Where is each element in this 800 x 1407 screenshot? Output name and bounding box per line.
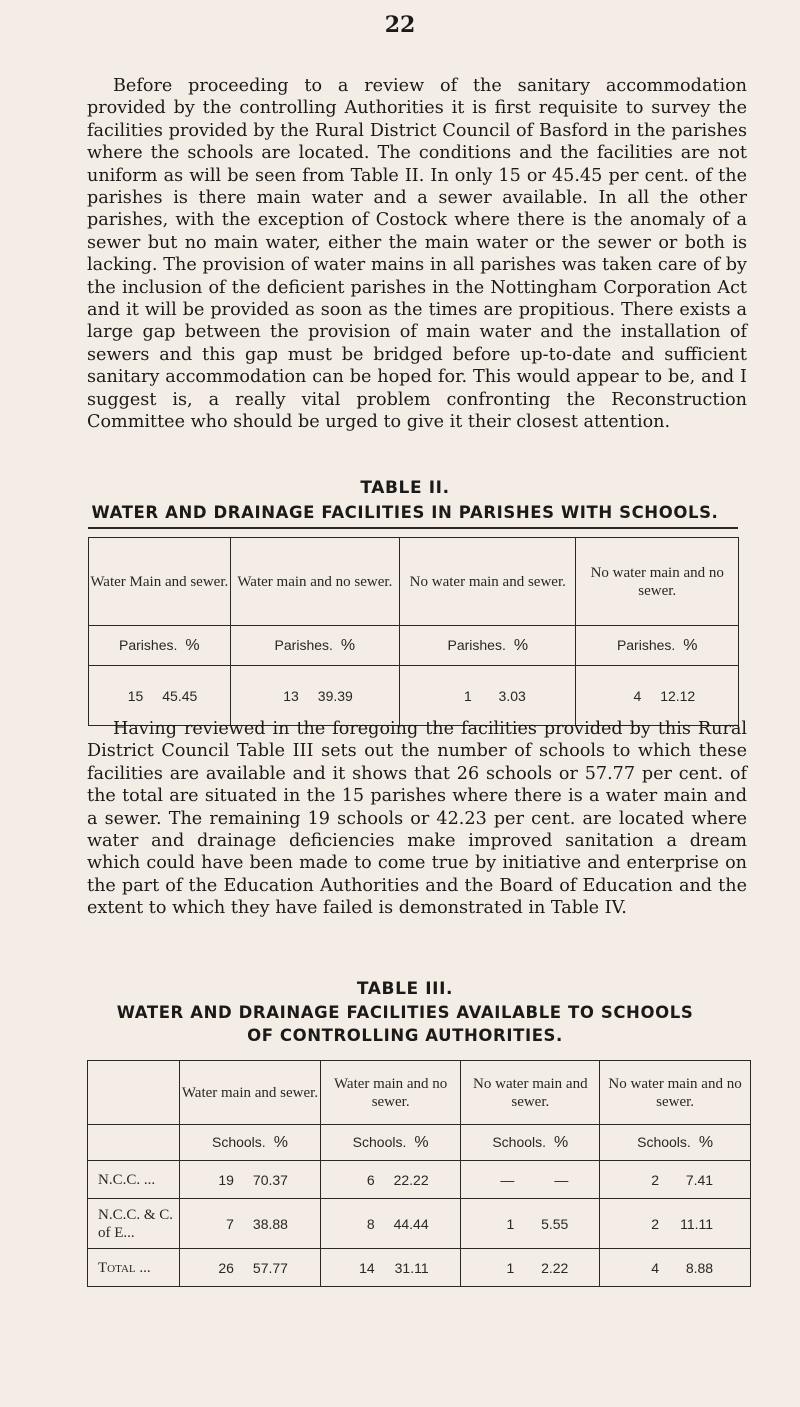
table2-rule	[88, 527, 738, 529]
table2-cell: 13 39.39	[230, 666, 399, 726]
table3	[87, 1060, 751, 1287]
table2-label: TABLE II.	[360, 478, 450, 498]
table3-row-label: N.C.C. & C. of E...	[88, 1199, 180, 1249]
table3-header-4: No water main and no sewer.	[600, 1061, 751, 1125]
table3-row-ncc	[88, 1161, 751, 1199]
page-number: 22	[384, 12, 416, 38]
table3-row-ncc-coe	[88, 1199, 751, 1249]
table3-subheader: Schools. %	[461, 1125, 600, 1161]
table2-data-row	[89, 666, 739, 726]
table3-cell: 7 38.88	[180, 1199, 321, 1249]
table3-cell: 2 7.41	[600, 1161, 751, 1199]
table3-cell: 1 5.55	[461, 1199, 600, 1249]
paragraph-intro: Before proceeding to a review of the sanitary accommodation provided by the controlling Authorities it is first requisite to survey the facilities provided by the Rural District Council of Basford in the parishes where the schools are located. The conditions and the facilities are not uniform as will be seen from Table II. In only 15 or 45.45 per cent. of the parishes is there main water and a sewer available. In all the other parishes, with the exception of Costock where there is the anomaly of a sewer but no main water, either the main water or the sewer or both is lacking. The provision of water mains in all parishes was taken care of by the inclusion of the deficient parishes in the Nottingham Corporation Act and it will be provided as soon as the times are propitious. There exists a large gap between the provision of main water and the installation of sewers and this gap must be bridged before up-to-date and sufficient sanitary accommodation can be hoped for. This would appear to be, and I suggest is, a really vital problem confronting the Reconstruction Committee who should be urged to give it their closest attention.	[87, 76, 747, 433]
table2-subheader: Parishes. %	[230, 626, 399, 666]
table3-cell: 8 44.44	[320, 1199, 461, 1249]
table3-subheader: Schools. %	[320, 1125, 461, 1161]
table3-row-label: Total ...	[88, 1249, 180, 1287]
table2-subheader: Parishes. %	[400, 626, 576, 666]
table2	[88, 537, 739, 726]
table2-header-4: No water main and no sewer.	[576, 538, 739, 626]
table2-header-1: Water Main and sewer.	[89, 538, 231, 626]
table3-title-line2: OF CONTROLLING AUTHORITIES.	[247, 1026, 563, 1045]
table2-header-2: Water main and no sewer.	[230, 538, 399, 626]
table2-cell: 1 3.03	[400, 666, 576, 726]
table3-header-row	[88, 1061, 751, 1125]
table3-subheader-blank	[88, 1125, 180, 1161]
table3-cell: 6 22.22	[320, 1161, 461, 1199]
table2-title: WATER AND DRAINAGE FACILITIES IN PARISHES WITH SCHOOLS.	[91, 503, 719, 522]
table3-header-1: Water main and sewer.	[180, 1061, 321, 1125]
table3-header-blank	[88, 1061, 180, 1125]
table3-label: TABLE III.	[356, 979, 454, 999]
table2-cell: 4 12.12	[576, 666, 739, 726]
table3-header-3: No water main and sewer.	[461, 1061, 600, 1125]
table3-row-total	[88, 1249, 751, 1287]
table3-subheader-row	[88, 1125, 751, 1161]
table3-cell: 4 8.88	[600, 1249, 751, 1287]
table2-subheader: Parishes. %	[89, 626, 231, 666]
table3-cell: 1 2.22	[461, 1249, 600, 1287]
table3-subheader: Schools. %	[600, 1125, 751, 1161]
table2-cell: 15 45.45	[89, 666, 231, 726]
table2-header-row	[89, 538, 739, 626]
table3-title-line1: WATER AND DRAINAGE FACILITIES AVAILABLE TO SCHOOLS	[116, 1003, 694, 1022]
table3-cell: 2 11.11	[600, 1199, 751, 1249]
paragraph-table3-intro: Having reviewed in the foregoing the facilities provided by this Rural District Council Table III sets out the number of schools to which these facilities are available and it shows that 26 schools or 57.77 per cent. of the total are situated in the 15 parishes where there is a water main and a sewer. The remaining 19 schools or 42.23 per cent. are located where water and drainage deficiencies make improved sanitation a dream which could have been made to come true by initiative and enterprise on the part of the Education Authorities and the Board of Education and the extent to which they have failed is demonstrated in Table IV.	[87, 719, 747, 919]
table3-header-2: Water main and no sewer.	[320, 1061, 461, 1125]
table2-header-3: No water main and sewer.	[400, 538, 576, 626]
table3-subheader: Schools. %	[180, 1125, 321, 1161]
table2-subheader-row	[89, 626, 739, 666]
table3-cell: 19 70.37	[180, 1161, 321, 1199]
table3-row-label: N.C.C. ...	[88, 1161, 180, 1199]
table2-subheader: Parishes. %	[576, 626, 739, 666]
table3-cell: 14 31.11	[320, 1249, 461, 1287]
table3-cell: 26 57.77	[180, 1249, 321, 1287]
table3-cell: — —	[461, 1161, 600, 1199]
